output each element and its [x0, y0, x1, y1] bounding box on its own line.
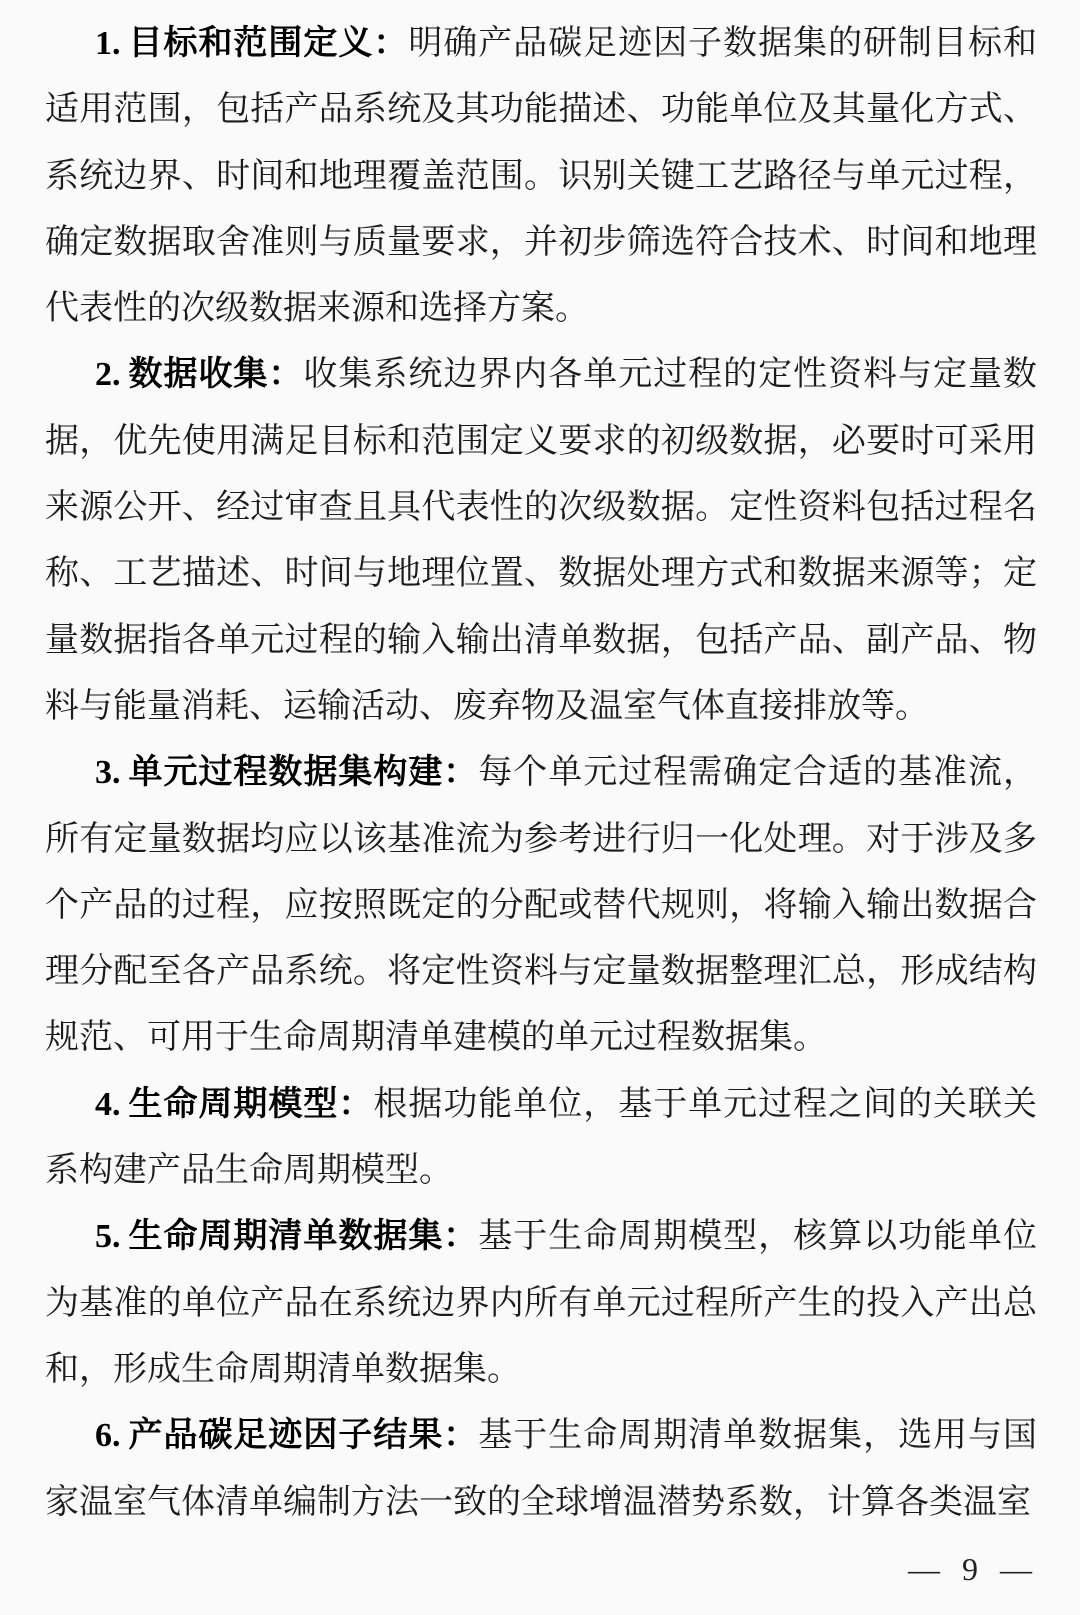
paragraph-body: 明确产品碳足迹因子数据集的研制目标和适用范围，包括产品系统及其功能描述、功能单位及其量化方式、系统边界、时间和地理覆盖范围。识别关键工艺路径与单元过程，确定数据取舍准则与质量要求，并初步筛选符合技术、时间和地理代表性的次级数据来源和选择方案。 — [45, 25, 1037, 328]
paragraph-life-cycle-inventory-dataset — [45, 1204, 1037, 1403]
paragraph-body: 基于生命周期清单数据集，选用与国家温室气体清单编制方法一致的全球增温潜势系数，计算各类温室 — [45, 1417, 1038, 1521]
paragraph-number: 5. — [95, 1218, 121, 1256]
paragraph-body: 根据功能单位，基于单元过程之间的关联关系构建产品生命周期模型。 — [45, 1085, 1038, 1190]
paragraph-number: 1. — [95, 25, 121, 62]
paragraph-life-cycle-model — [45, 1072, 1037, 1205]
paragraph-number: 3. — [95, 754, 121, 792]
paragraph-goal-scope-definition — [45, 11, 1037, 342]
paragraph-body: 收集系统边界内各单元过程的定性资料与定量数据，优先使用满足目标和范围定义要求的初级数据，必要时可采用来源公开、经过审查且具代表性的次级数据。定性资料包括过程名称、工艺描述、时间与地理位置、数据处理方式和数据来源等；定量数据指各单元过程的输入输出清单数据，包括产品、副产品、物料与能量消耗、运输活动、废弃物及温室气体直接排放等。 — [45, 356, 1038, 725]
paragraph-label: 数据收集： — [127, 356, 304, 394]
paragraph-label: 生命周期模型： — [127, 1085, 374, 1123]
paragraph-number: 4. — [95, 1085, 121, 1123]
paragraph-number: 6. — [95, 1417, 121, 1455]
document-page — [45, 11, 1037, 1536]
paragraph-carbon-footprint-factor-result — [45, 1403, 1037, 1536]
paragraph-label: 生命周期清单数据集： — [127, 1218, 479, 1256]
paragraph-body: 基于生命周期模型，核算以功能单位为基准的单位产品在系统边界内所有单元过程所产生的投入产出总和，形成生命周期清单数据集。 — [45, 1218, 1038, 1388]
paragraph-label: 目标和范围定义： — [127, 25, 409, 62]
paragraph-body: 每个单元过程需确定合适的基准流，所有定量数据均应以该基准流为参考进行归一化处理。对于涉及多个产品的过程，应按照既定的分配或替代规则，将输入输出数据合理分配至各产品系统。将定性资料与定量数据整理汇总，形成结构规范、可用于生命周期清单建模的单元过程数据集。 — [45, 754, 1038, 1057]
paragraph-label: 单元过程数据集构建： — [127, 754, 479, 792]
paragraph-data-collection — [45, 342, 1037, 740]
paragraph-unit-process-dataset — [45, 740, 1037, 1071]
paragraph-number: 2. — [95, 356, 121, 394]
paragraph-label: 产品碳足迹因子结果： — [127, 1417, 479, 1455]
page-number: — 9 — — [908, 1551, 1032, 1587]
